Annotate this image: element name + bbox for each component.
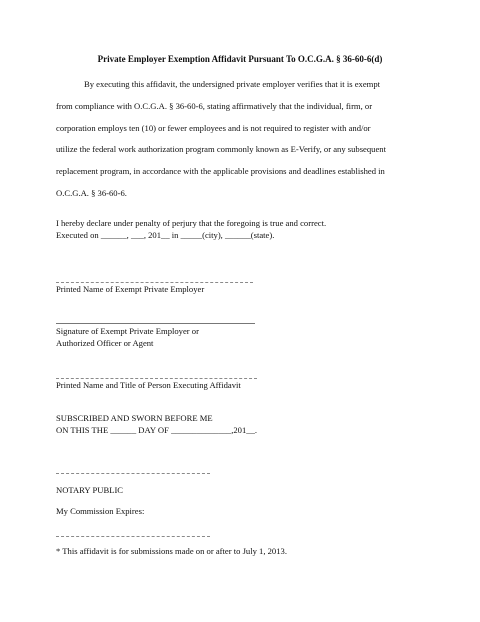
notary-signature-line: [56, 473, 210, 474]
printed-title-label: Printed Name and Title of Person Executing Affidavit: [56, 380, 241, 390]
commission-expires-line: [56, 536, 210, 537]
footnote: * This affidavit is for submissions made on or after to July 1, 2013.: [56, 546, 287, 556]
executed-line: Executed on ______, ___, 201__ in _____(city), ______(state).: [56, 230, 275, 240]
intro-line: from compliance with O.C.G.A. § 36-60-6, stating affirmatively that the individual, firm, or: [56, 100, 373, 111]
intro-paragraph: [56, 78, 428, 209]
declaration-text: I hereby declare under penalty of perjury that the foregoing is true and correct.: [56, 218, 327, 228]
employer-name-signature-line: [56, 282, 253, 283]
intro-line: O.C.G.A. § 36-60-6.: [56, 187, 127, 198]
intro-line: By executing this affidavit, the undersigned private employer verifies that it is exempt: [84, 79, 381, 89]
signature-label-line-1: Signature of Exempt Private Employer or: [56, 326, 199, 336]
commission-expires-label: My Commission Expires:: [56, 506, 145, 516]
intro-line: replacement program, in accordance with the applicable provisions and deadlines established in: [56, 166, 385, 177]
printed-name-label: Printed Name of Exempt Private Employer: [56, 284, 205, 294]
subscribed-line-1: SUBSCRIBED AND SWORN BEFORE ME: [56, 413, 213, 423]
employer-signature-line: [56, 323, 255, 324]
printed-title-signature-line: [56, 378, 257, 379]
intro-line: corporation employs ten (10) or fewer employees and is not required to register with and/or: [56, 122, 371, 133]
signature-label-line-2: Authorized Officer or Agent: [56, 338, 154, 348]
intro-line: utilize the federal work authorization program commonly known as E-Verify, or any subsequent: [56, 144, 386, 155]
notary-public-label: NOTARY PUBLIC: [56, 485, 124, 495]
subscribed-line-2: ON THIS THE ______ DAY OF ______________,201__.: [56, 425, 258, 435]
document-title: Private Employer Exemption Affidavit Pursuant To O.C.G.A. § 36-60-6(d): [97, 54, 383, 64]
